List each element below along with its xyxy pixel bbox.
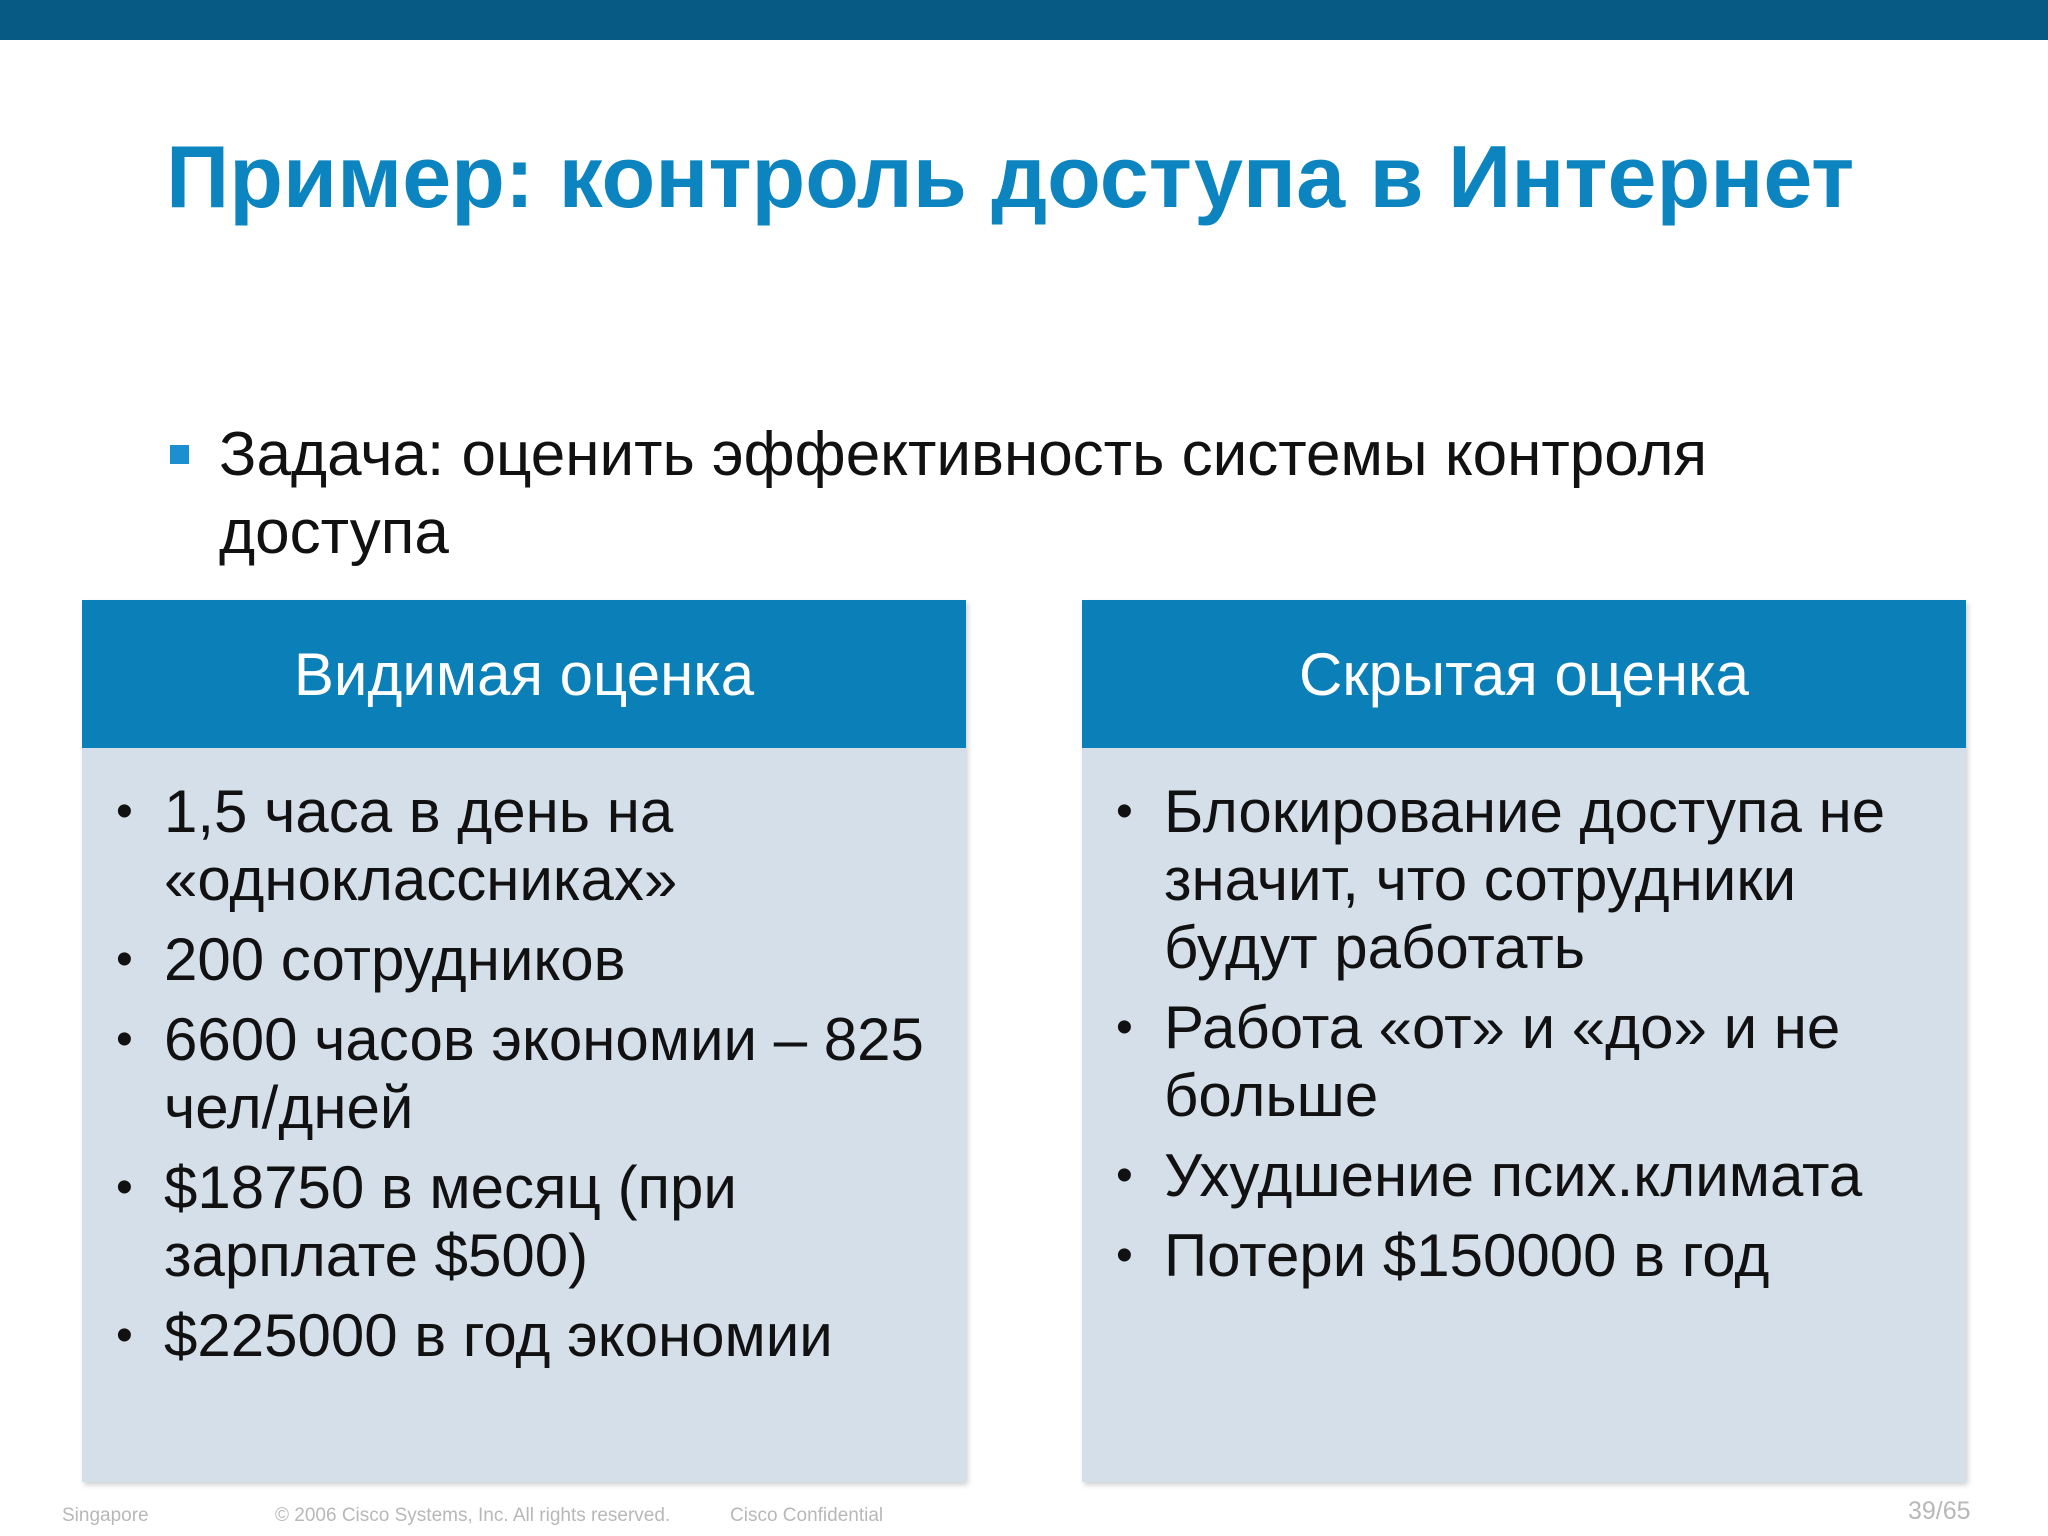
list-item-text: 6600 часов экономии – 825 чел/дней xyxy=(164,1006,924,1141)
list-item xyxy=(1116,1222,1936,1290)
footer-confidential: Cisco Confidential xyxy=(730,1505,884,1526)
list-item-text: $225000 в год экономии xyxy=(164,1302,833,1369)
bullet-dot-icon: • xyxy=(1116,1149,1133,1202)
list-item-text: Работа «от» и «до» и не больше xyxy=(1164,994,1841,1129)
slide-title: Пример: контроль доступа в Интернет xyxy=(166,127,1855,226)
hidden-assessment-header: Скрытая оценка xyxy=(1082,600,1966,748)
bullet-dot-icon: • xyxy=(116,785,133,838)
bullet-dot-icon: • xyxy=(116,1309,133,1362)
list-item xyxy=(1116,778,1936,982)
visible-assessment-list xyxy=(82,748,966,1370)
top-bar xyxy=(0,0,2048,40)
list-item xyxy=(116,1302,936,1370)
list-item xyxy=(1116,1142,1936,1210)
list-item xyxy=(116,1006,936,1142)
task-statement xyxy=(170,416,1930,572)
footer-copyright: © 2006 Cisco Systems, Inc. All rights reserved. xyxy=(275,1505,671,1526)
visible-assessment-header: Видимая оценка xyxy=(82,600,966,748)
list-item-text: Блокирование доступа не значит, что сотрудники будут работать xyxy=(1164,778,1886,981)
task-text: Задача: оценить эффективность системы контроля доступа xyxy=(219,420,1708,567)
bullet-dot-icon: • xyxy=(116,1013,133,1066)
hidden-assessment-list xyxy=(1082,748,1966,1290)
list-item-text: 200 сотрудников xyxy=(164,926,626,993)
bullet-dot-icon: • xyxy=(1116,1001,1133,1054)
list-item xyxy=(116,778,936,914)
visible-assessment-panel xyxy=(82,600,966,1482)
list-item-text: Ухудшение псих.климата xyxy=(1164,1142,1863,1209)
list-item-text: 1,5 часа в день на «одноклассниках» xyxy=(164,778,678,913)
hidden-assessment-panel xyxy=(1082,600,1966,1482)
bullet-dot-icon: • xyxy=(116,1161,133,1214)
list-item xyxy=(116,1154,936,1290)
list-item-text: $18750 в месяц (при зарплате $500) xyxy=(164,1154,737,1289)
list-item-text: Потери $150000 в год xyxy=(1164,1222,1770,1289)
bullet-dot-icon: • xyxy=(1116,785,1133,838)
square-bullet-icon xyxy=(170,445,189,464)
list-item xyxy=(116,926,936,994)
bullet-dot-icon: • xyxy=(116,933,133,986)
list-item xyxy=(1116,994,1936,1130)
footer-location: Singapore xyxy=(62,1505,149,1526)
bullet-dot-icon: • xyxy=(1116,1229,1133,1282)
page-number: 39/65 xyxy=(1908,1497,1971,1525)
